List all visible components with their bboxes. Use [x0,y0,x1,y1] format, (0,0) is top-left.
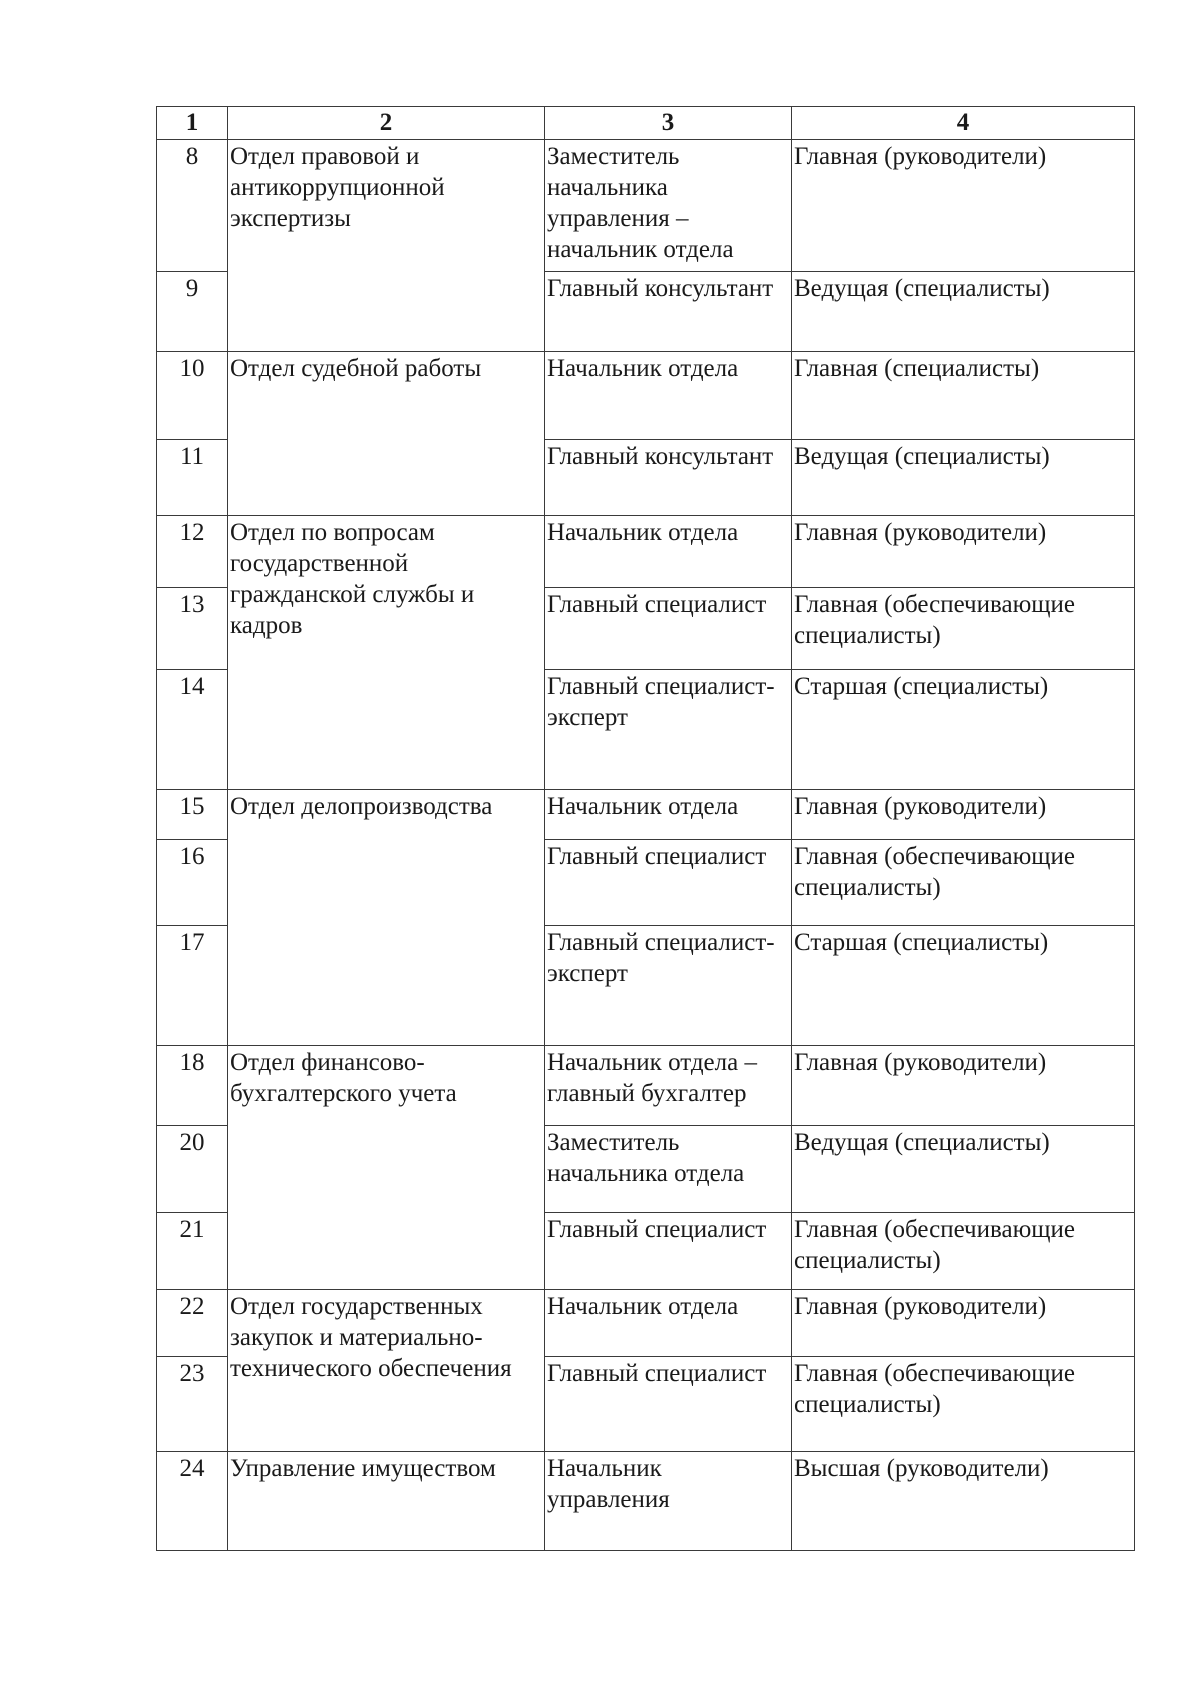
positions-table [156,106,1135,1551]
position-cell: Главный специалист-эксперт [545,926,792,1046]
group-cell: Главная (специалисты) [792,352,1135,440]
group-cell: Главная (обеспечивающие специалисты) [792,1357,1135,1452]
table-row [157,1046,1135,1126]
row-number: 9 [157,272,228,352]
table-row [157,790,1135,840]
group-cell: Главная (руководители) [792,1046,1135,1126]
column-header: 2 [228,107,545,140]
row-number: 17 [157,926,228,1046]
group-cell: Главная (обеспечивающие специалисты) [792,1213,1135,1290]
table-row [157,1290,1135,1357]
group-cell: Главная (руководители) [792,790,1135,840]
group-cell: Главная (руководители) [792,140,1135,272]
table-row [157,352,1135,440]
department-cell: Управление имуществом [228,1452,545,1551]
position-cell: Заместитель начальника отдела [545,1126,792,1213]
group-cell: Главная (руководители) [792,1290,1135,1357]
position-cell: Главный консультант [545,272,792,352]
position-cell: Начальник отдела [545,516,792,588]
row-number: 20 [157,1126,228,1213]
row-number: 16 [157,840,228,926]
row-number: 23 [157,1357,228,1452]
position-cell: Главный специалист [545,840,792,926]
position-cell: Заместитель начальника управления – начальник отдела [545,140,792,272]
row-number: 10 [157,352,228,440]
row-number: 12 [157,516,228,588]
position-cell: Главный специалист [545,1213,792,1290]
position-cell: Начальник управления [545,1452,792,1551]
group-cell: Главная (обеспечивающие специалисты) [792,588,1135,670]
row-number: 24 [157,1452,228,1551]
department-cell: Отдел финансово-бухгалтерского учета [228,1046,545,1290]
position-cell: Главный консультант [545,440,792,516]
group-cell: Ведущая (специалисты) [792,272,1135,352]
group-cell: Главная (обеспечивающие специалисты) [792,840,1135,926]
department-cell: Отдел правовой и антикоррупционной экспертизы [228,140,545,352]
position-cell: Главный специалист [545,588,792,670]
group-cell: Ведущая (специалисты) [792,440,1135,516]
row-number: 8 [157,140,228,272]
row-number: 14 [157,670,228,790]
position-cell: Начальник отдела [545,1290,792,1357]
position-cell: Главный специалист [545,1357,792,1452]
table-row [157,1452,1135,1551]
row-number: 11 [157,440,228,516]
position-cell: Начальник отдела [545,352,792,440]
position-cell: Главный специалист-эксперт [545,670,792,790]
position-cell: Начальник отдела [545,790,792,840]
group-cell: Высшая (руководители) [792,1452,1135,1551]
column-header: 1 [157,107,228,140]
position-cell: Начальник отдела – главный бухгалтер [545,1046,792,1126]
row-number: 21 [157,1213,228,1290]
row-number: 13 [157,588,228,670]
department-cell: Отдел по вопросам государственной гражданской службы и кадров [228,516,545,790]
row-number: 22 [157,1290,228,1357]
table-row [157,516,1135,588]
column-header: 3 [545,107,792,140]
table-row [157,140,1135,272]
department-cell: Отдел судебной работы [228,352,545,516]
department-cell: Отдел делопроизводства [228,790,545,1046]
department-cell: Отдел государственных закупок и материально-технического обеспечения [228,1290,545,1452]
group-cell: Ведущая (специалисты) [792,1126,1135,1213]
row-number: 15 [157,790,228,840]
row-number: 18 [157,1046,228,1126]
group-cell: Главная (руководители) [792,516,1135,588]
group-cell: Старшая (специалисты) [792,670,1135,790]
group-cell: Старшая (специалисты) [792,926,1135,1046]
header-row [157,107,1135,140]
column-header: 4 [792,107,1135,140]
